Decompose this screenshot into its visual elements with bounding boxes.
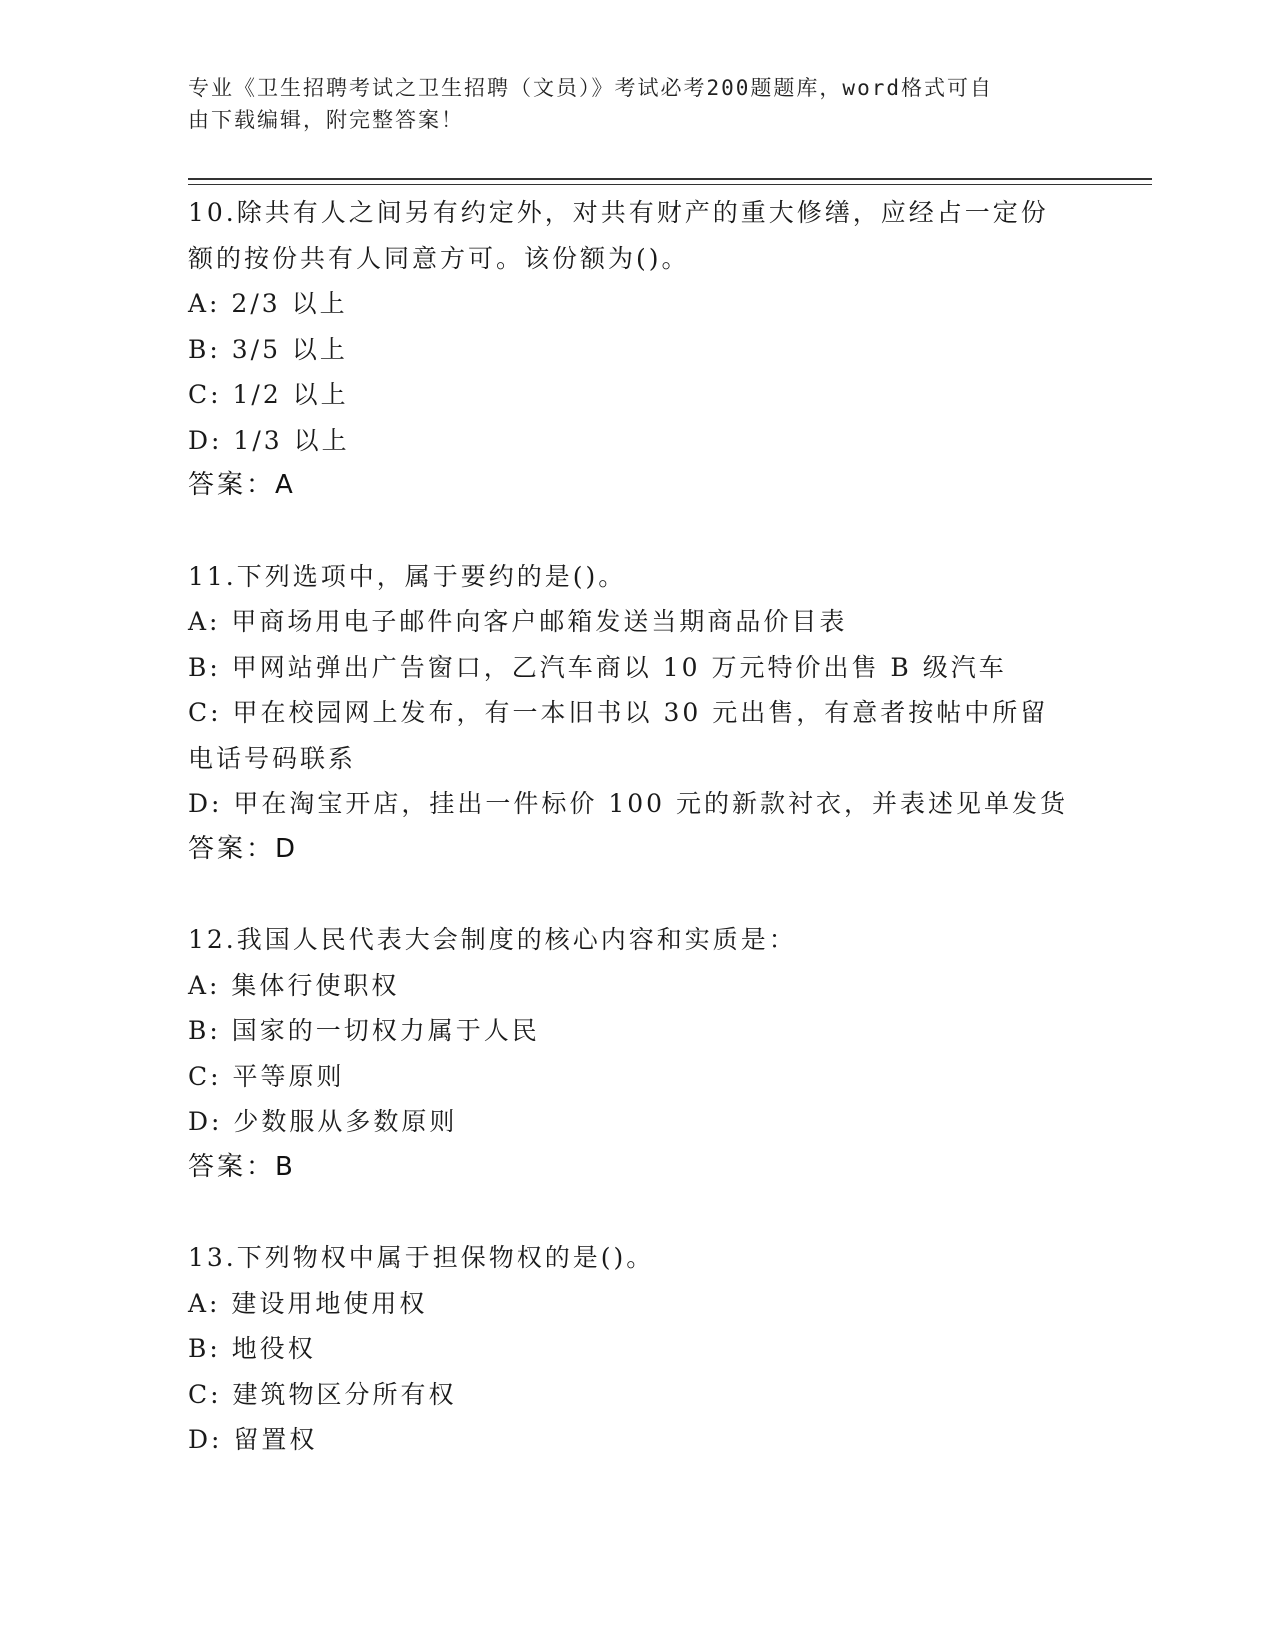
question-spacer [188,509,1088,554]
question-stem: 12.我国人民代表大会制度的核心内容和实质是： [188,925,797,954]
question-stem: 11.下列选项中，属于要约的是()。 [188,561,627,591]
answer-line: 答案：A [188,470,296,500]
answer-line: 答案：B [188,1151,296,1182]
question-option: A: 2/3 以上 [188,289,348,318]
question-option: B: 国家的一切权力属于人民 [188,1016,540,1045]
question-block [188,190,1088,509]
header-divider-thin [188,184,1152,185]
header-divider [188,178,1152,180]
question-option: B: 地役权 [188,1334,316,1363]
answer-line: 答案：D [188,833,299,864]
question-stem: 额的按份共有人同意方可。该份额为()。 [188,243,690,273]
question-stem: 13.下列物权中属于担保物权的是()。 [188,1243,655,1272]
question-option: 电话号码联系 [188,743,357,773]
header-line-1: 专业《卫生招聘考试之卫生招聘（文员）》考试必考200题题库，word格式可自 [188,76,993,100]
question-option: D: 甲在淘宝开店，挂出一件标价 100 元的新款衬衣，并表述见单发货 [188,789,1069,818]
question-option: C: 甲在校园网上发布，有一本旧书以 30 元出售，有意者按帖中所留 [188,698,1049,727]
question-spacer [188,872,1088,917]
question-list [188,190,1088,1463]
question-option: C: 建筑物区分所有权 [188,1379,457,1409]
question-option: A: 集体行使职权 [188,970,400,1000]
question-option: A: 甲商场用电子邮件向客户邮箱发送当期商品价目表 [188,607,848,636]
question-block [188,917,1088,1190]
question-option: D: 留置权 [188,1425,318,1454]
question-option: D: 1/3 以上 [188,425,350,455]
question-option: A: 建设用地使用权 [188,1288,428,1318]
header-line-2: 由下载编辑，附完整答案！ [188,108,464,132]
question-option: B: 3/5 以上 [188,334,348,364]
question-block [188,1235,1088,1463]
question-option: B: 甲网站弹出广告窗口，乙汽车商以 10 万元特价出售 B 级汽车 [188,652,1007,682]
question-stem: 10.除共有人之间另有约定外，对共有财产的重大修缮，应经占一定份 [188,198,1049,227]
question-option: C: 平等原则 [188,1061,345,1091]
question-option: D: 少数服从多数原则 [188,1107,458,1136]
question-spacer [188,1190,1088,1235]
document-header [188,72,1068,136]
question-option: C: 1/2 以上 [188,380,349,409]
question-block [188,554,1088,873]
